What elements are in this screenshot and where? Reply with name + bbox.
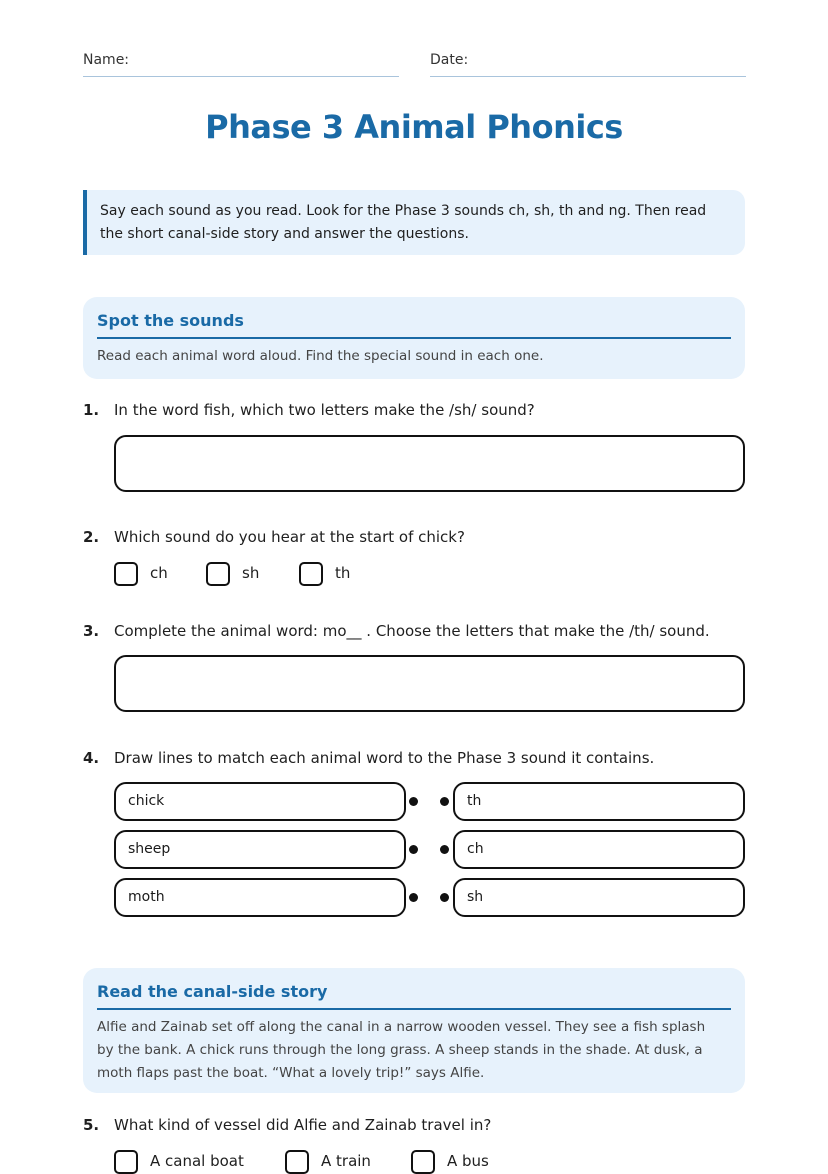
match-word-label: moth [128,889,165,905]
story-line-3: moth flaps past the boat. “What a lovely trip!” says Alfie. [97,1065,485,1081]
section-heading: Read the canal-side story [97,982,731,1010]
match-dot-right[interactable] [440,797,449,806]
option-label: A canal boat [150,1152,244,1170]
date-label: Date: [430,52,469,68]
question-number: 4. [83,749,100,767]
question-text: Draw lines to match each animal word to the Phase 3 sound it contains. [114,749,655,767]
answer-box-3[interactable] [114,655,745,712]
intro-line-2: the short canal-side story and answer the questions. [100,226,469,242]
page-title: Phase 3 Animal Phonics [205,108,623,146]
match-dot-right[interactable] [440,845,449,854]
intro-callout [83,190,745,255]
match-sound-label: ch [467,841,484,857]
section-canal-story [83,968,745,1093]
checkbox[interactable] [411,1150,435,1174]
question-1 [83,401,535,419]
answer-box-1[interactable] [114,435,745,492]
option-label: ch [150,564,168,582]
question-text: In the word fish, which two letters make the /sh/ sound? [114,401,535,419]
section-heading: Spot the sounds [97,311,731,339]
match-sound-label: th [467,793,482,809]
match-word-label: chick [128,793,165,809]
checkbox[interactable] [299,562,323,586]
name-line [83,76,399,77]
question-5 [83,1116,491,1134]
match-sound-label: sh [467,889,484,905]
question-2 [83,528,465,546]
question-number: 1. [83,401,100,419]
checkbox[interactable] [114,1150,138,1174]
section-instructions: Read each animal word aloud. Find the special sound in each one. [97,348,544,364]
question-number: 5. [83,1116,100,1134]
match-dot-left[interactable] [409,797,418,806]
question-number: 3. [83,622,100,640]
match-word-moth [114,878,406,917]
match-word-chick [114,782,406,821]
match-dot-right[interactable] [440,893,449,902]
question-text: What kind of vessel did Alfie and Zainab travel in? [114,1116,492,1134]
checkbox[interactable] [285,1150,309,1174]
match-sound-th [453,782,745,821]
match-word-label: sheep [128,841,171,857]
date-line [430,76,746,77]
match-dot-left[interactable] [409,893,418,902]
option-label: sh [242,564,260,582]
question-4 [83,749,654,767]
match-sound-ch [453,830,745,869]
story-line-2: by the bank. A chick runs through the long grass. A sheep stands in the shade. At dusk, a [97,1042,703,1058]
checkbox[interactable] [114,562,138,586]
question-text: Complete the animal word: mo__ . Choose the letters that make the /th/ sound. [114,622,710,640]
option-label: th [335,564,351,582]
section-spot-the-sounds [83,297,745,379]
checkbox[interactable] [206,562,230,586]
name-label: Name: [83,52,130,68]
match-dot-left[interactable] [409,845,418,854]
option-label: A train [321,1152,371,1170]
date-field[interactable] [430,52,746,68]
match-sound-sh [453,878,745,917]
question-3 [83,622,710,640]
intro-line-1: Say each sound as you read. Look for the Phase 3 sounds ch, sh, th and ng. Then read [100,203,707,219]
match-word-sheep [114,830,406,869]
story-text [97,1016,731,1085]
name-field[interactable] [83,52,399,68]
story-line-1: Alfie and Zainab set off along the canal in a narrow wooden vessel. They see a fish splash [97,1019,706,1035]
question-number: 2. [83,528,100,546]
question-text: Which sound do you hear at the start of chick? [114,528,465,546]
option-label: A bus [447,1152,489,1170]
